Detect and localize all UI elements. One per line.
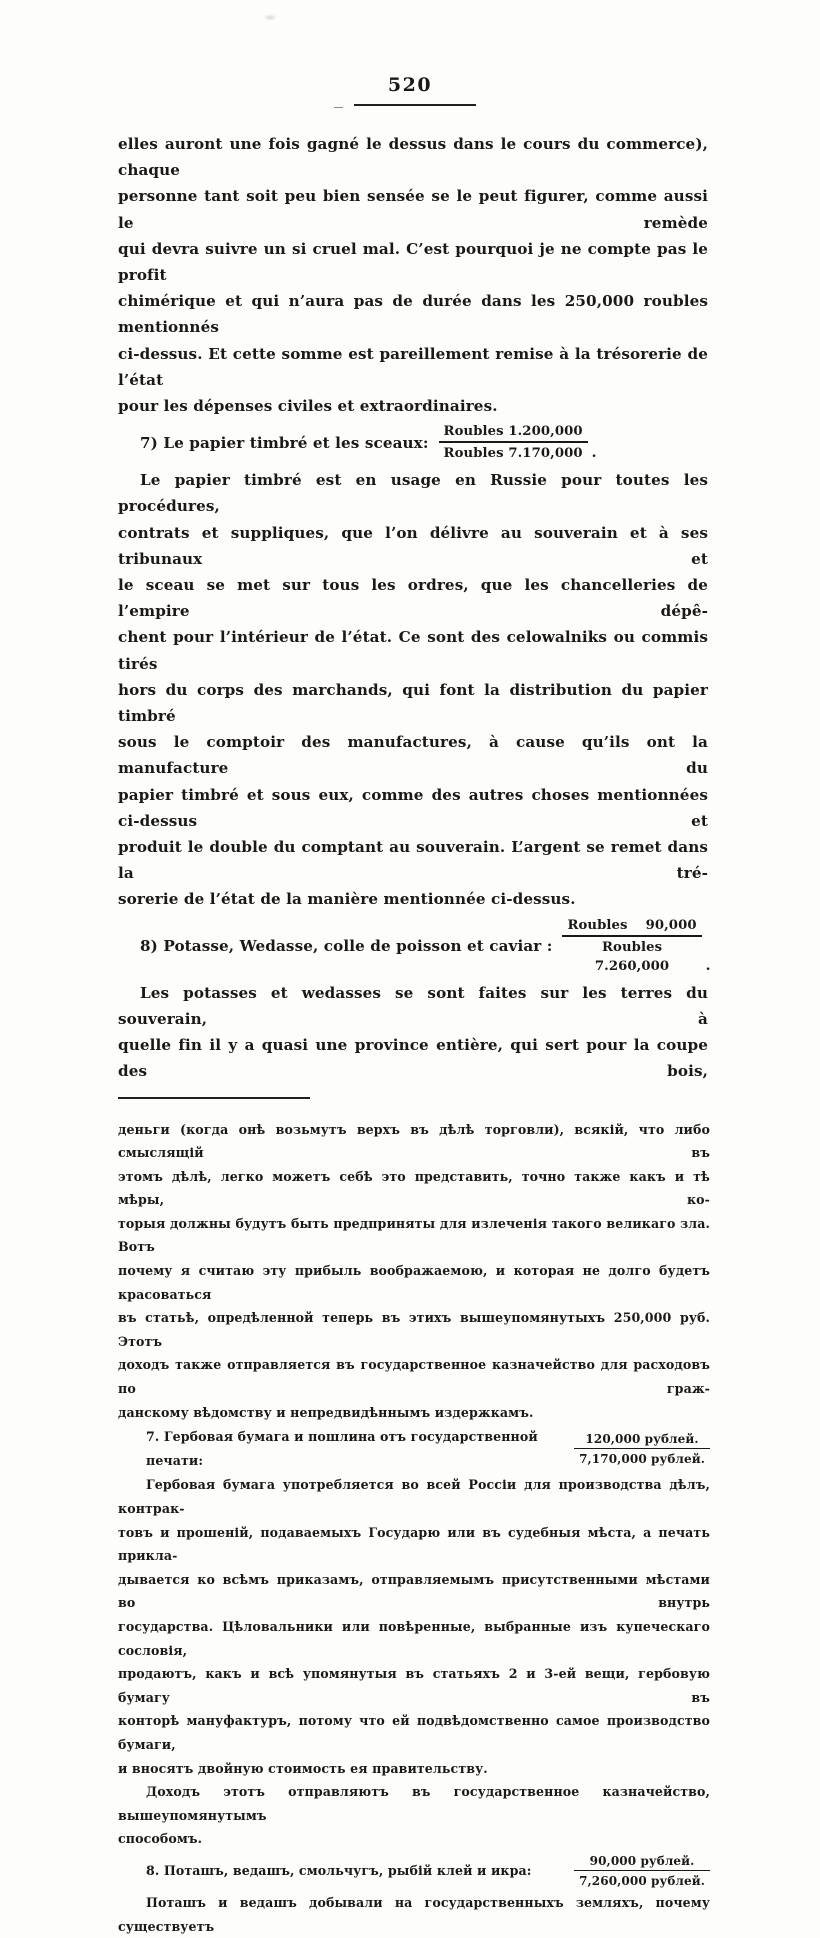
text-line: Доходъ этотъ отправляютъ въ государственное казначейство, вышеупомянутымъ bbox=[118, 1780, 710, 1827]
text-line: Поташъ и ведашъ добывали на государственныхъ земляхъ, почему существуетъ bbox=[118, 1891, 710, 1938]
text-line: ci-dessus. Et cette somme est pareillement remise à la trésorerie de l’état bbox=[118, 341, 708, 393]
fraction-denominator: Roubles 7.170,000 bbox=[439, 443, 588, 463]
page-header bbox=[0, 74, 820, 96]
footnote-item-7-fraction bbox=[574, 1430, 710, 1468]
paragraph-french-1 bbox=[118, 131, 708, 419]
footnote-separator-rule bbox=[118, 1097, 310, 1099]
text-line: почему я считаю эту прибыль воображаемою, и которая не долго будетъ красоваться bbox=[118, 1259, 710, 1306]
footnote-item-7-label: 7. Гербовая бумага и пошлина отъ государственной печати: bbox=[146, 1425, 566, 1472]
text-line: торыя должны будутъ быть предприняты для излеченія такого великаго зла. Вотъ bbox=[118, 1212, 710, 1259]
text-line: продаютъ, какъ и всѣ упомянутыя въ статьяхъ 2 и 3-ей вещи, гербовую бумагу въ bbox=[118, 1662, 710, 1709]
item-7-fraction-french bbox=[439, 422, 588, 463]
text-line: chimérique et qui n’aura pas de durée dans les 250,000 roubles mentionnés bbox=[118, 288, 708, 340]
text-line: дывается ко всѣмъ приказамъ, отправляемымъ присутственными мѣстами во внутрь bbox=[118, 1568, 710, 1615]
footnote-item-7-line bbox=[118, 1425, 710, 1472]
text-line: Les potasses et wedasses se sont faites sur les terres du souverain, à bbox=[118, 980, 708, 1032]
item-7-fraction-suffix: . bbox=[592, 443, 597, 463]
text-line: hors du corps des marchands, qui font la distribution du papier timbré bbox=[118, 677, 708, 729]
main-text-french bbox=[118, 131, 708, 1938]
text-line: papier timbré et sous eux, comme des autres choses mentionnées ci-dessus et bbox=[118, 782, 708, 834]
text-line: въ статьѣ, опредѣленной теперь въ этихъ вышеупомянутыхъ 250,000 руб. Этотъ bbox=[118, 1306, 710, 1353]
text-line: способомъ. bbox=[118, 1827, 710, 1851]
fraction-numerator: 90,000 рублей. bbox=[574, 1852, 710, 1871]
text-line: qui devra suivre un si cruel mal. C’est pourquoi je ne compte pas le profit bbox=[118, 236, 708, 288]
text-line: sorerie de l’état de la manière mentionnée ci-dessus. bbox=[118, 886, 708, 912]
text-line: Гербовая бумага употребляется во всей Россіи для производства дѣлъ, контрак- bbox=[118, 1473, 710, 1520]
page-number: 520 bbox=[388, 74, 432, 96]
footnote-paragraph-4 bbox=[118, 1891, 710, 1938]
paragraph-french-2 bbox=[118, 467, 708, 912]
footnote-paragraph-2 bbox=[118, 1473, 710, 1780]
fraction-numerator: Roubles 1.200,000 bbox=[439, 422, 588, 443]
paragraph-french-3 bbox=[118, 980, 708, 1085]
text-line: pour les dépenses civiles et extraordinaires. bbox=[118, 393, 708, 419]
item-8-fraction-suffix: . bbox=[706, 956, 711, 976]
text-line: деньги (когда онѣ возьмутъ верхъ въ дѣлѣ торговли), всякій, что либо смыслящій въ bbox=[118, 1118, 710, 1165]
text-line: chent pour l’intérieur de l’état. Ce sont des celowalniks ou commis tirés bbox=[118, 624, 708, 676]
text-line: le sceau se met sur tous les ordres, que les chancelleries de l’empire dépê- bbox=[118, 572, 708, 624]
text-line: товъ и прошеній, подаваемыхъ Государю или въ судебныя мѣста, а печать прикла- bbox=[118, 1521, 710, 1568]
text-line: sous le comptoir des manufactures, à cause qu’ils ont la manufacture du bbox=[118, 729, 708, 781]
footnote-russian bbox=[118, 1118, 710, 1938]
text-line: государства. Цѣловальники или повѣренные, выбранные изъ купеческаго сословія, bbox=[118, 1615, 710, 1662]
fraction-denominator: 7,170,000 рублей. bbox=[574, 1449, 710, 1468]
text-line: данскому вѣдомству и непредвидѣннымъ издержкамъ. bbox=[118, 1401, 710, 1425]
text-line: и вносятъ двойную стоимость ея правительству. bbox=[118, 1757, 710, 1781]
fraction-numerator: Roubles 90,000 bbox=[562, 916, 701, 937]
header-dash bbox=[334, 107, 343, 108]
item-8-label-french: 8) Potasse, Wedasse, colle de poisson et caviar : bbox=[140, 933, 552, 959]
text-line: elles auront une fois gagné le dessus dans le cours du commerce), chaque bbox=[118, 131, 708, 183]
footnote-item-8-fraction bbox=[574, 1852, 710, 1890]
item-8-fraction-french bbox=[562, 916, 701, 976]
footnote-paragraph-1 bbox=[118, 1118, 710, 1425]
footnote-item-8-line bbox=[118, 1852, 710, 1890]
text-line: доходъ также отправляется въ государственное казначейство для расходовъ по граж- bbox=[118, 1353, 710, 1400]
text-line: Le papier timbré est en usage en Russie pour toutes les procédures, bbox=[118, 467, 708, 519]
fraction-denominator: 7,260,000 рублей. bbox=[574, 1871, 710, 1890]
footnote-paragraph-3 bbox=[118, 1780, 710, 1851]
text-line: quelle fin il y a quasi une province entière, qui sert pour la coupe des bois, bbox=[118, 1032, 708, 1084]
item-8-line-french bbox=[118, 916, 708, 976]
header-rule bbox=[354, 104, 476, 106]
fraction-denominator: Roubles 7.260,000 bbox=[562, 937, 701, 976]
text-line: produit le double du comptant au souverain. L’argent se remet dans la tré- bbox=[118, 834, 708, 886]
text-line: personne tant soit peu bien sensée se le peut figurer, comme aussi le remède bbox=[118, 183, 708, 235]
text-line: contrats et suppliques, que l’on délivre au souverain et à ses tribunaux et bbox=[118, 520, 708, 572]
item-7-line-french bbox=[118, 422, 708, 463]
text-line: конторѣ мануфактуръ, потому что ей подвѣдомственно самое производство бумаги, bbox=[118, 1709, 710, 1756]
footnote-item-8-label: 8. Поташъ, ведашъ, смольчугъ, рыбій клей и икра: bbox=[146, 1859, 566, 1883]
text-line: этомъ дѣлѣ, легко можетъ себѣ это представить, точно также какъ и тѣ мѣры, ко- bbox=[118, 1165, 710, 1212]
ink-smudge bbox=[263, 14, 277, 21]
fraction-numerator: 120,000 рублей. bbox=[574, 1430, 710, 1449]
item-7-label-french: 7) Le papier timbré et les sceaux: bbox=[140, 430, 429, 456]
